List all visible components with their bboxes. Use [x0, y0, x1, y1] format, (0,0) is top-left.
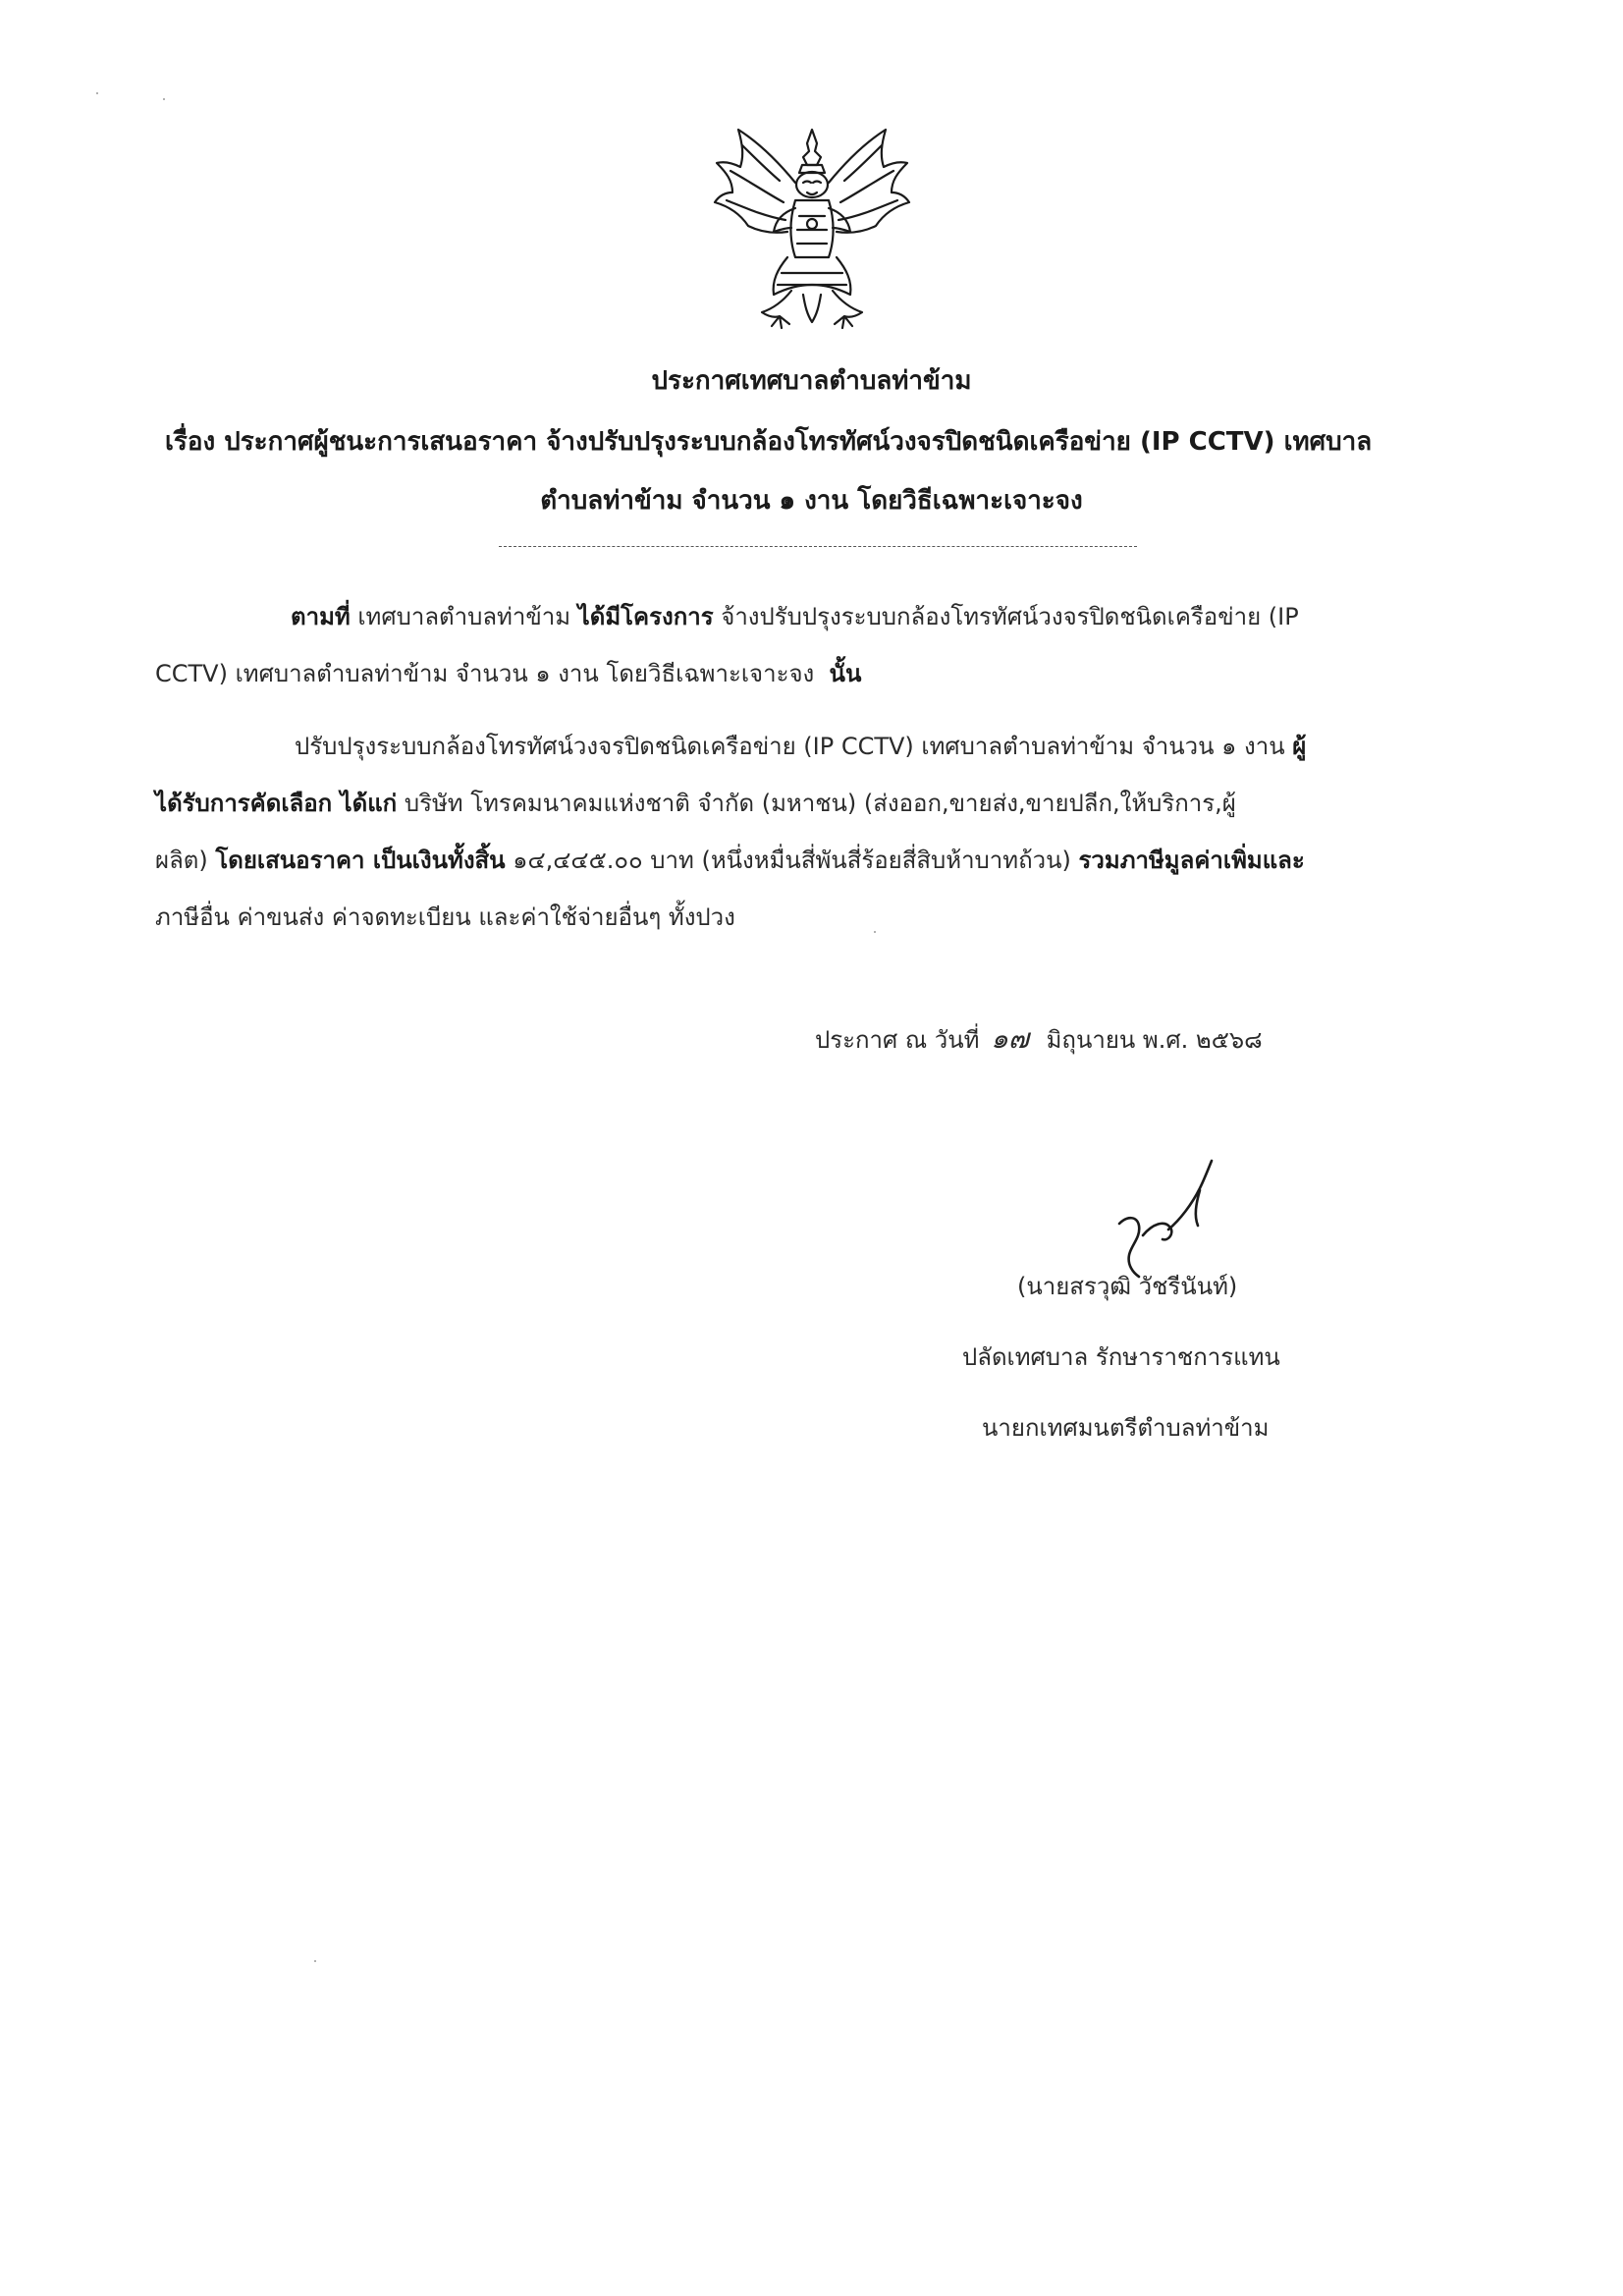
scan-speck [96, 92, 98, 94]
p2-company-cont: ผลิต) [155, 847, 208, 874]
p1-project: จ้างปรับปรุงระบบกล้องโทรทัศน์วงจรปิดชนิดเครือข่าย (IP [721, 603, 1299, 630]
subject-label: เรื่อง ประกาศผู้ชนะการเสนอราคา [165, 427, 538, 457]
paragraph-2-line-1 [295, 729, 1306, 764]
p2-winner-label-b: ได้รับการคัดเลือก ได้แก่ [155, 790, 398, 817]
p1-project-cont: CCTV) เทศบาลตำบลท่าข้าม จำนวน ๑ งาน โดยวิธีเฉพาะเจาะจง [155, 660, 815, 687]
announce-month-year: มิถุนายน พ.ศ. ๒๕๖๘ [1046, 1026, 1263, 1054]
paragraph-1-line-1 [291, 599, 1299, 634]
handwritten-signature [1109, 1155, 1227, 1283]
p1-label-a: ตามที่ [291, 603, 351, 630]
p2-vat-label: รวมภาษีมูลค่าเพิ่มและ [1078, 847, 1305, 874]
scan-speck [314, 1960, 316, 1962]
title-divider [499, 546, 1137, 547]
p1-label-c: ได้มีโครงการ [577, 603, 714, 630]
subject-line2: ตำบลท่าข้าม จำนวน ๑ งาน โดยวิธีเฉพาะเจาะจง [540, 486, 1083, 516]
announce-prefix: ประกาศ ณ วันที่ [815, 1026, 980, 1054]
p2-price-amount: ๑๔,๔๔๕.๐๐ บาท (หนึ่งหมื่นสี่พันสี่ร้อยสี่สิบห้าบาทถ้วน) [513, 847, 1071, 874]
scan-speck [163, 98, 165, 100]
p2-company: บริษัท โทรคมนาคมแห่งชาติ จำกัด (มหาชน) (ส่งออก,ขายส่ง,ขายปลีก,ให้บริการ,ผู้ [404, 790, 1236, 817]
document-subject [165, 424, 1481, 460]
paragraph-2-line-4 [155, 900, 735, 935]
paragraph-2-line-2 [155, 786, 1236, 821]
garuda-emblem-icon [709, 122, 915, 336]
scan-speck [874, 931, 876, 933]
p1-municipality: เทศบาลตำบลท่าข้าม [357, 603, 571, 630]
signatory-name: (นายสรวุฒิ วัชรีนันท์) [1017, 1273, 1238, 1300]
subject-line1: จ้างปรับปรุงระบบกล้องโทรทัศน์วงจรปิดชนิดเครือข่าย (IP CCTV) เทศบาล [546, 427, 1373, 457]
p2-inclusions: ภาษีอื่น ค่าขนส่ง ค่าจดทะเบียน และค่าใช้จ่ายอื่นๆ ทั้งปวง [155, 903, 735, 931]
p2-price-label: โดยเสนอราคา เป็นเงินทั้งสิ้น [215, 847, 506, 874]
signatory-position: ปลัดเทศบาล รักษาราชการแทน [962, 1343, 1280, 1371]
signatory-office: นายกเทศมนตรีตำบลท่าข้าม [982, 1414, 1270, 1442]
document-title: ประกาศเทศบาลตำบลท่าข้าม [651, 366, 972, 396]
paragraph-1-line-2 [155, 656, 861, 691]
paragraph-2-line-3 [155, 843, 1305, 878]
p1-end: นั้น [829, 660, 862, 687]
announce-day: ๑๗ [991, 1022, 1029, 1055]
p2-winner-label-a: ผู้ [1292, 733, 1307, 760]
p2-project: ปรับปรุงระบบกล้องโทรทัศน์วงจรปิดชนิดเครือข่าย (IP CCTV) เทศบาลตำบลท่าข้าม จำนวน ๑ งาน [295, 733, 1285, 760]
announce-date [815, 1021, 1263, 1058]
